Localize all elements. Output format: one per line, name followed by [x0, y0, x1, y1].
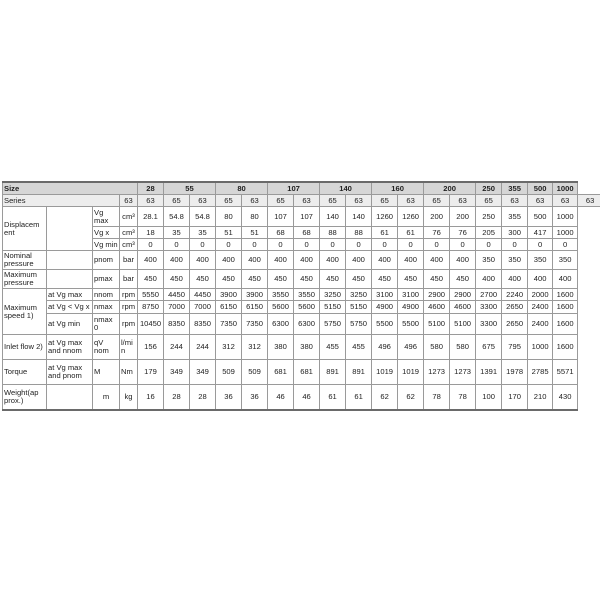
value-cell: 76	[424, 227, 450, 239]
value-cell: 63	[138, 195, 164, 207]
value-cell: 1000	[553, 207, 578, 227]
value-cell: 2650	[502, 301, 528, 314]
value-cell: 450	[372, 270, 398, 289]
value-cell: 0	[553, 239, 578, 251]
blank-cell	[47, 385, 93, 411]
value-cell: 65	[164, 195, 190, 207]
value-cell: 450	[138, 270, 164, 289]
value-cell: 51	[242, 227, 268, 239]
value-cell: 312	[216, 335, 242, 360]
value-cell: 36	[242, 385, 268, 411]
value-cell: 6300	[294, 314, 320, 335]
value-cell: 61	[398, 227, 424, 239]
value-cell: 1273	[424, 360, 450, 385]
value-cell: 61	[346, 385, 372, 411]
value-cell: 7350	[216, 314, 242, 335]
value-cell: 0	[528, 239, 553, 251]
value-cell: 200	[450, 207, 476, 227]
value-cell: 1260	[398, 207, 424, 227]
value-cell: 312	[242, 335, 268, 360]
nominal-pressure-label: Nominal pressure	[3, 251, 47, 270]
value-cell: 2650	[502, 314, 528, 335]
unit-cell: rpm	[120, 301, 138, 314]
value-cell: 140	[320, 207, 346, 227]
inlet-flow-row	[3, 335, 600, 360]
value-cell: 400	[502, 270, 528, 289]
maximum-speed-label: Maximum speed 1)	[3, 289, 47, 335]
size-heading: 160	[372, 182, 424, 195]
value-cell: 88	[320, 227, 346, 239]
value-cell: 63	[553, 195, 578, 207]
value-cell: 0	[398, 239, 424, 251]
value-cell: 2900	[450, 289, 476, 301]
value-cell: 450	[450, 270, 476, 289]
size-heading: 355	[502, 182, 528, 195]
value-cell: 2400	[528, 314, 553, 335]
value-cell: 580	[450, 335, 476, 360]
symbol-cell: M	[93, 360, 120, 385]
value-cell: 7000	[164, 301, 190, 314]
value-cell: 400	[268, 251, 294, 270]
value-cell: 1000	[528, 335, 553, 360]
condition-cell: at Vg max	[47, 289, 93, 301]
value-cell: 3250	[320, 289, 346, 301]
symbol-cell: nnom	[93, 289, 120, 301]
value-cell: 68	[268, 227, 294, 239]
symbol-cell: qV nom	[93, 335, 120, 360]
series-row	[3, 195, 600, 207]
value-cell: 681	[268, 360, 294, 385]
value-cell: 400	[242, 251, 268, 270]
value-cell: 400	[164, 251, 190, 270]
size-heading: 80	[216, 182, 268, 195]
value-cell: 1000	[553, 227, 578, 239]
value-cell: 509	[216, 360, 242, 385]
value-cell: 5600	[294, 301, 320, 314]
value-cell: 28	[164, 385, 190, 411]
size-heading: 55	[164, 182, 216, 195]
value-cell: 795	[502, 335, 528, 360]
value-cell: 0	[450, 239, 476, 251]
value-cell: 0	[242, 239, 268, 251]
value-cell: 681	[294, 360, 320, 385]
displacement-label: Displacem ent	[3, 207, 47, 251]
value-cell: 35	[190, 227, 216, 239]
value-cell: 63	[242, 195, 268, 207]
condition-cell: at Vg max and pnom	[47, 360, 93, 385]
value-cell: 63	[528, 195, 553, 207]
value-cell: 349	[190, 360, 216, 385]
value-cell: 455	[346, 335, 372, 360]
value-cell: 3900	[216, 289, 242, 301]
value-cell: 78	[424, 385, 450, 411]
value-cell: 1019	[398, 360, 424, 385]
value-cell: 580	[424, 335, 450, 360]
value-cell: 4450	[164, 289, 190, 301]
symbol-cell: nmax	[93, 301, 120, 314]
size-heading: 500	[528, 182, 553, 195]
value-cell: 250	[476, 207, 502, 227]
value-cell: 8750	[138, 301, 164, 314]
value-cell: 400	[476, 270, 502, 289]
value-cell: 2785	[528, 360, 553, 385]
value-cell: 400	[138, 251, 164, 270]
value-cell: 496	[398, 335, 424, 360]
value-cell: 5100	[424, 314, 450, 335]
value-cell: 350	[502, 251, 528, 270]
value-cell: 0	[346, 239, 372, 251]
value-cell: 496	[372, 335, 398, 360]
size-heading: 1000	[553, 182, 578, 195]
value-cell: 450	[268, 270, 294, 289]
value-cell: 156	[138, 335, 164, 360]
value-cell: 65	[476, 195, 502, 207]
value-cell: 1273	[450, 360, 476, 385]
value-cell: 675	[476, 335, 502, 360]
value-cell: 36	[216, 385, 242, 411]
value-cell: 6150	[216, 301, 242, 314]
value-cell: 400	[450, 251, 476, 270]
value-cell: 5100	[450, 314, 476, 335]
value-cell: 62	[372, 385, 398, 411]
displacement-row-vg-max	[3, 207, 600, 227]
value-cell: 4450	[190, 289, 216, 301]
value-cell: 63	[120, 195, 138, 207]
size-label: Size	[3, 182, 138, 195]
value-cell: 6150	[242, 301, 268, 314]
value-cell: 244	[164, 335, 190, 360]
size-heading: 107	[268, 182, 320, 195]
maximum-speed-row-2	[3, 314, 600, 335]
maximum-speed-row-0	[3, 289, 600, 301]
value-cell: 61	[372, 227, 398, 239]
value-cell: 1978	[502, 360, 528, 385]
value-cell: 18	[138, 227, 164, 239]
value-cell: 78	[450, 385, 476, 411]
value-cell: 140	[346, 207, 372, 227]
size-heading: 140	[320, 182, 372, 195]
condition-cell: at Vg min	[47, 314, 93, 335]
value-cell: 76	[450, 227, 476, 239]
value-cell: 107	[294, 207, 320, 227]
size-header-row	[3, 182, 600, 195]
unit-cell: rpm	[120, 314, 138, 335]
value-cell: 61	[320, 385, 346, 411]
value-cell: 1600	[553, 301, 578, 314]
value-cell: 355	[502, 207, 528, 227]
symbol-cell: Vg max	[93, 207, 120, 227]
value-cell: 400	[294, 251, 320, 270]
value-cell: 63	[578, 195, 600, 207]
value-cell: 0	[164, 239, 190, 251]
value-cell: 5500	[372, 314, 398, 335]
value-cell: 1600	[553, 314, 578, 335]
maximum-pressure-label: Maximum pressure	[3, 270, 47, 289]
value-cell: 0	[502, 239, 528, 251]
value-cell: 200	[424, 207, 450, 227]
value-cell: 63	[190, 195, 216, 207]
value-cell: 417	[528, 227, 553, 239]
value-cell: 80	[216, 207, 242, 227]
value-cell: 7350	[242, 314, 268, 335]
unit-cell: cm³	[120, 239, 138, 251]
hydraulic-motor-spec-table	[2, 181, 600, 411]
symbol-cell: Vg min	[94, 239, 118, 249]
size-heading: 250	[476, 182, 502, 195]
blank-cell	[47, 270, 93, 289]
value-cell: 4600	[450, 301, 476, 314]
value-cell: 380	[268, 335, 294, 360]
displacement-row-2	[3, 239, 600, 251]
value-cell: 4900	[398, 301, 424, 314]
torque-row	[3, 360, 600, 385]
value-cell: 6300	[268, 314, 294, 335]
value-cell: 400	[190, 251, 216, 270]
blank-cell	[47, 251, 93, 270]
value-cell: 5550	[138, 289, 164, 301]
symbol-cell: Vg x	[93, 227, 120, 239]
value-cell: 28	[190, 385, 216, 411]
value-cell: 3300	[476, 314, 502, 335]
value-cell: 450	[320, 270, 346, 289]
value-cell: 400	[424, 251, 450, 270]
value-cell: 0	[268, 239, 294, 251]
value-cell: 63	[294, 195, 320, 207]
unit-cell: Nm	[120, 360, 138, 385]
value-cell: 2900	[424, 289, 450, 301]
value-cell: 891	[346, 360, 372, 385]
value-cell: 10450	[138, 314, 164, 335]
value-cell: 0	[320, 239, 346, 251]
condition-cell: at Vg < Vg x	[47, 301, 93, 314]
value-cell: 170	[502, 385, 528, 411]
value-cell: 0	[216, 239, 242, 251]
value-cell: 1391	[476, 360, 502, 385]
value-cell: 400	[528, 270, 553, 289]
symbol-cell: pmax	[93, 270, 120, 289]
value-cell: 5150	[320, 301, 346, 314]
unit-cell: cm³	[120, 227, 138, 239]
value-cell: 28.1	[138, 207, 164, 227]
value-cell: 62	[398, 385, 424, 411]
value-cell: 400	[320, 251, 346, 270]
value-cell: 0	[476, 239, 502, 251]
value-cell: 4600	[424, 301, 450, 314]
value-cell: 509	[242, 360, 268, 385]
maximum-speed-row-1	[3, 301, 600, 314]
value-cell: 1600	[553, 335, 578, 360]
value-cell: 350	[476, 251, 502, 270]
unit-cell: bar	[120, 270, 138, 289]
maximum-pressure-row	[3, 270, 600, 289]
series-label: Series	[3, 195, 120, 207]
value-cell: 400	[216, 251, 242, 270]
value-cell: 65	[216, 195, 242, 207]
value-cell: 210	[528, 385, 553, 411]
symbol-cell: m	[93, 385, 120, 411]
value-cell: 450	[424, 270, 450, 289]
value-cell: 350	[553, 251, 578, 270]
value-cell: 54.8	[190, 207, 216, 227]
value-cell: 1019	[372, 360, 398, 385]
value-cell: 450	[398, 270, 424, 289]
value-cell: 400	[398, 251, 424, 270]
value-cell: 5150	[346, 301, 372, 314]
value-cell: 51	[216, 227, 242, 239]
inlet-flow-label: Inlet flow 2)	[3, 335, 47, 360]
value-cell: 1260	[372, 207, 398, 227]
value-cell: 3100	[398, 289, 424, 301]
value-cell: 5750	[346, 314, 372, 335]
value-cell: 107	[268, 207, 294, 227]
unit-cell: kg	[120, 385, 138, 411]
value-cell: 5571	[553, 360, 578, 385]
weight-row	[3, 385, 600, 411]
value-cell: 450	[216, 270, 242, 289]
value-cell: 100	[476, 385, 502, 411]
value-cell: 5500	[398, 314, 424, 335]
value-cell: 63	[450, 195, 476, 207]
torque-label: Torque	[3, 360, 47, 385]
value-cell: 450	[242, 270, 268, 289]
symbol-cell: nmax 0	[93, 314, 120, 335]
value-cell: 430	[553, 385, 578, 411]
value-cell: 63	[346, 195, 372, 207]
value-cell: 7000	[190, 301, 216, 314]
symbol-cell: pnom	[93, 251, 120, 270]
value-cell: 891	[320, 360, 346, 385]
unit-cell: l/mi n	[120, 335, 138, 360]
value-cell: 65	[372, 195, 398, 207]
displacement-row-1	[3, 227, 600, 239]
value-cell: 68	[294, 227, 320, 239]
value-cell: 65	[320, 195, 346, 207]
value-cell: 0	[372, 239, 398, 251]
value-cell: 1600	[553, 289, 578, 301]
value-cell: 380	[294, 335, 320, 360]
value-cell: 65	[424, 195, 450, 207]
value-cell: 349	[164, 360, 190, 385]
value-cell: 5600	[268, 301, 294, 314]
value-cell: 54.8	[164, 207, 190, 227]
value-cell: 179	[138, 360, 164, 385]
value-cell: 8350	[190, 314, 216, 335]
value-cell: 500	[528, 207, 553, 227]
value-cell: 0	[190, 239, 216, 251]
value-cell: 65	[268, 195, 294, 207]
value-cell: 4900	[372, 301, 398, 314]
value-cell: 16	[138, 385, 164, 411]
value-cell: 450	[190, 270, 216, 289]
value-cell: 455	[320, 335, 346, 360]
value-cell: 3250	[346, 289, 372, 301]
nominal-pressure-row	[3, 251, 600, 270]
value-cell: 300	[502, 227, 528, 239]
value-cell: 450	[346, 270, 372, 289]
value-cell: 244	[190, 335, 216, 360]
value-cell: 205	[476, 227, 502, 239]
weight-label: Weight(ap prox.)	[3, 385, 47, 411]
value-cell: 3900	[242, 289, 268, 301]
value-cell: 2400	[528, 301, 553, 314]
value-cell: 63	[502, 195, 528, 207]
size-heading: 28	[138, 182, 164, 195]
value-cell: 450	[164, 270, 190, 289]
value-cell: 450	[294, 270, 320, 289]
unit-cell: cm³	[120, 207, 138, 227]
value-cell: 3300	[476, 301, 502, 314]
value-cell: 35	[164, 227, 190, 239]
value-cell: 400	[346, 251, 372, 270]
value-cell: 88	[346, 227, 372, 239]
value-cell: 350	[528, 251, 553, 270]
value-cell: 46	[268, 385, 294, 411]
value-cell: 2700	[476, 289, 502, 301]
value-cell: 0	[424, 239, 450, 251]
value-cell: 63	[398, 195, 424, 207]
unit-cell: bar	[120, 251, 138, 270]
unit-cell: rpm	[120, 289, 138, 301]
value-cell: 0	[138, 239, 164, 251]
condition-cell: at Vg max and nnom	[47, 335, 93, 360]
size-heading: 200	[424, 182, 476, 195]
value-cell: 80	[242, 207, 268, 227]
value-cell: 400	[553, 270, 578, 289]
value-cell: 3550	[294, 289, 320, 301]
value-cell: 8350	[164, 314, 190, 335]
value-cell: 0	[294, 239, 320, 251]
value-cell: 400	[372, 251, 398, 270]
value-cell: 2000	[528, 289, 553, 301]
value-cell: 3100	[372, 289, 398, 301]
value-cell: 2240	[502, 289, 528, 301]
blank-cell	[47, 207, 93, 251]
value-cell: 46	[294, 385, 320, 411]
value-cell: 3550	[268, 289, 294, 301]
value-cell: 5750	[320, 314, 346, 335]
